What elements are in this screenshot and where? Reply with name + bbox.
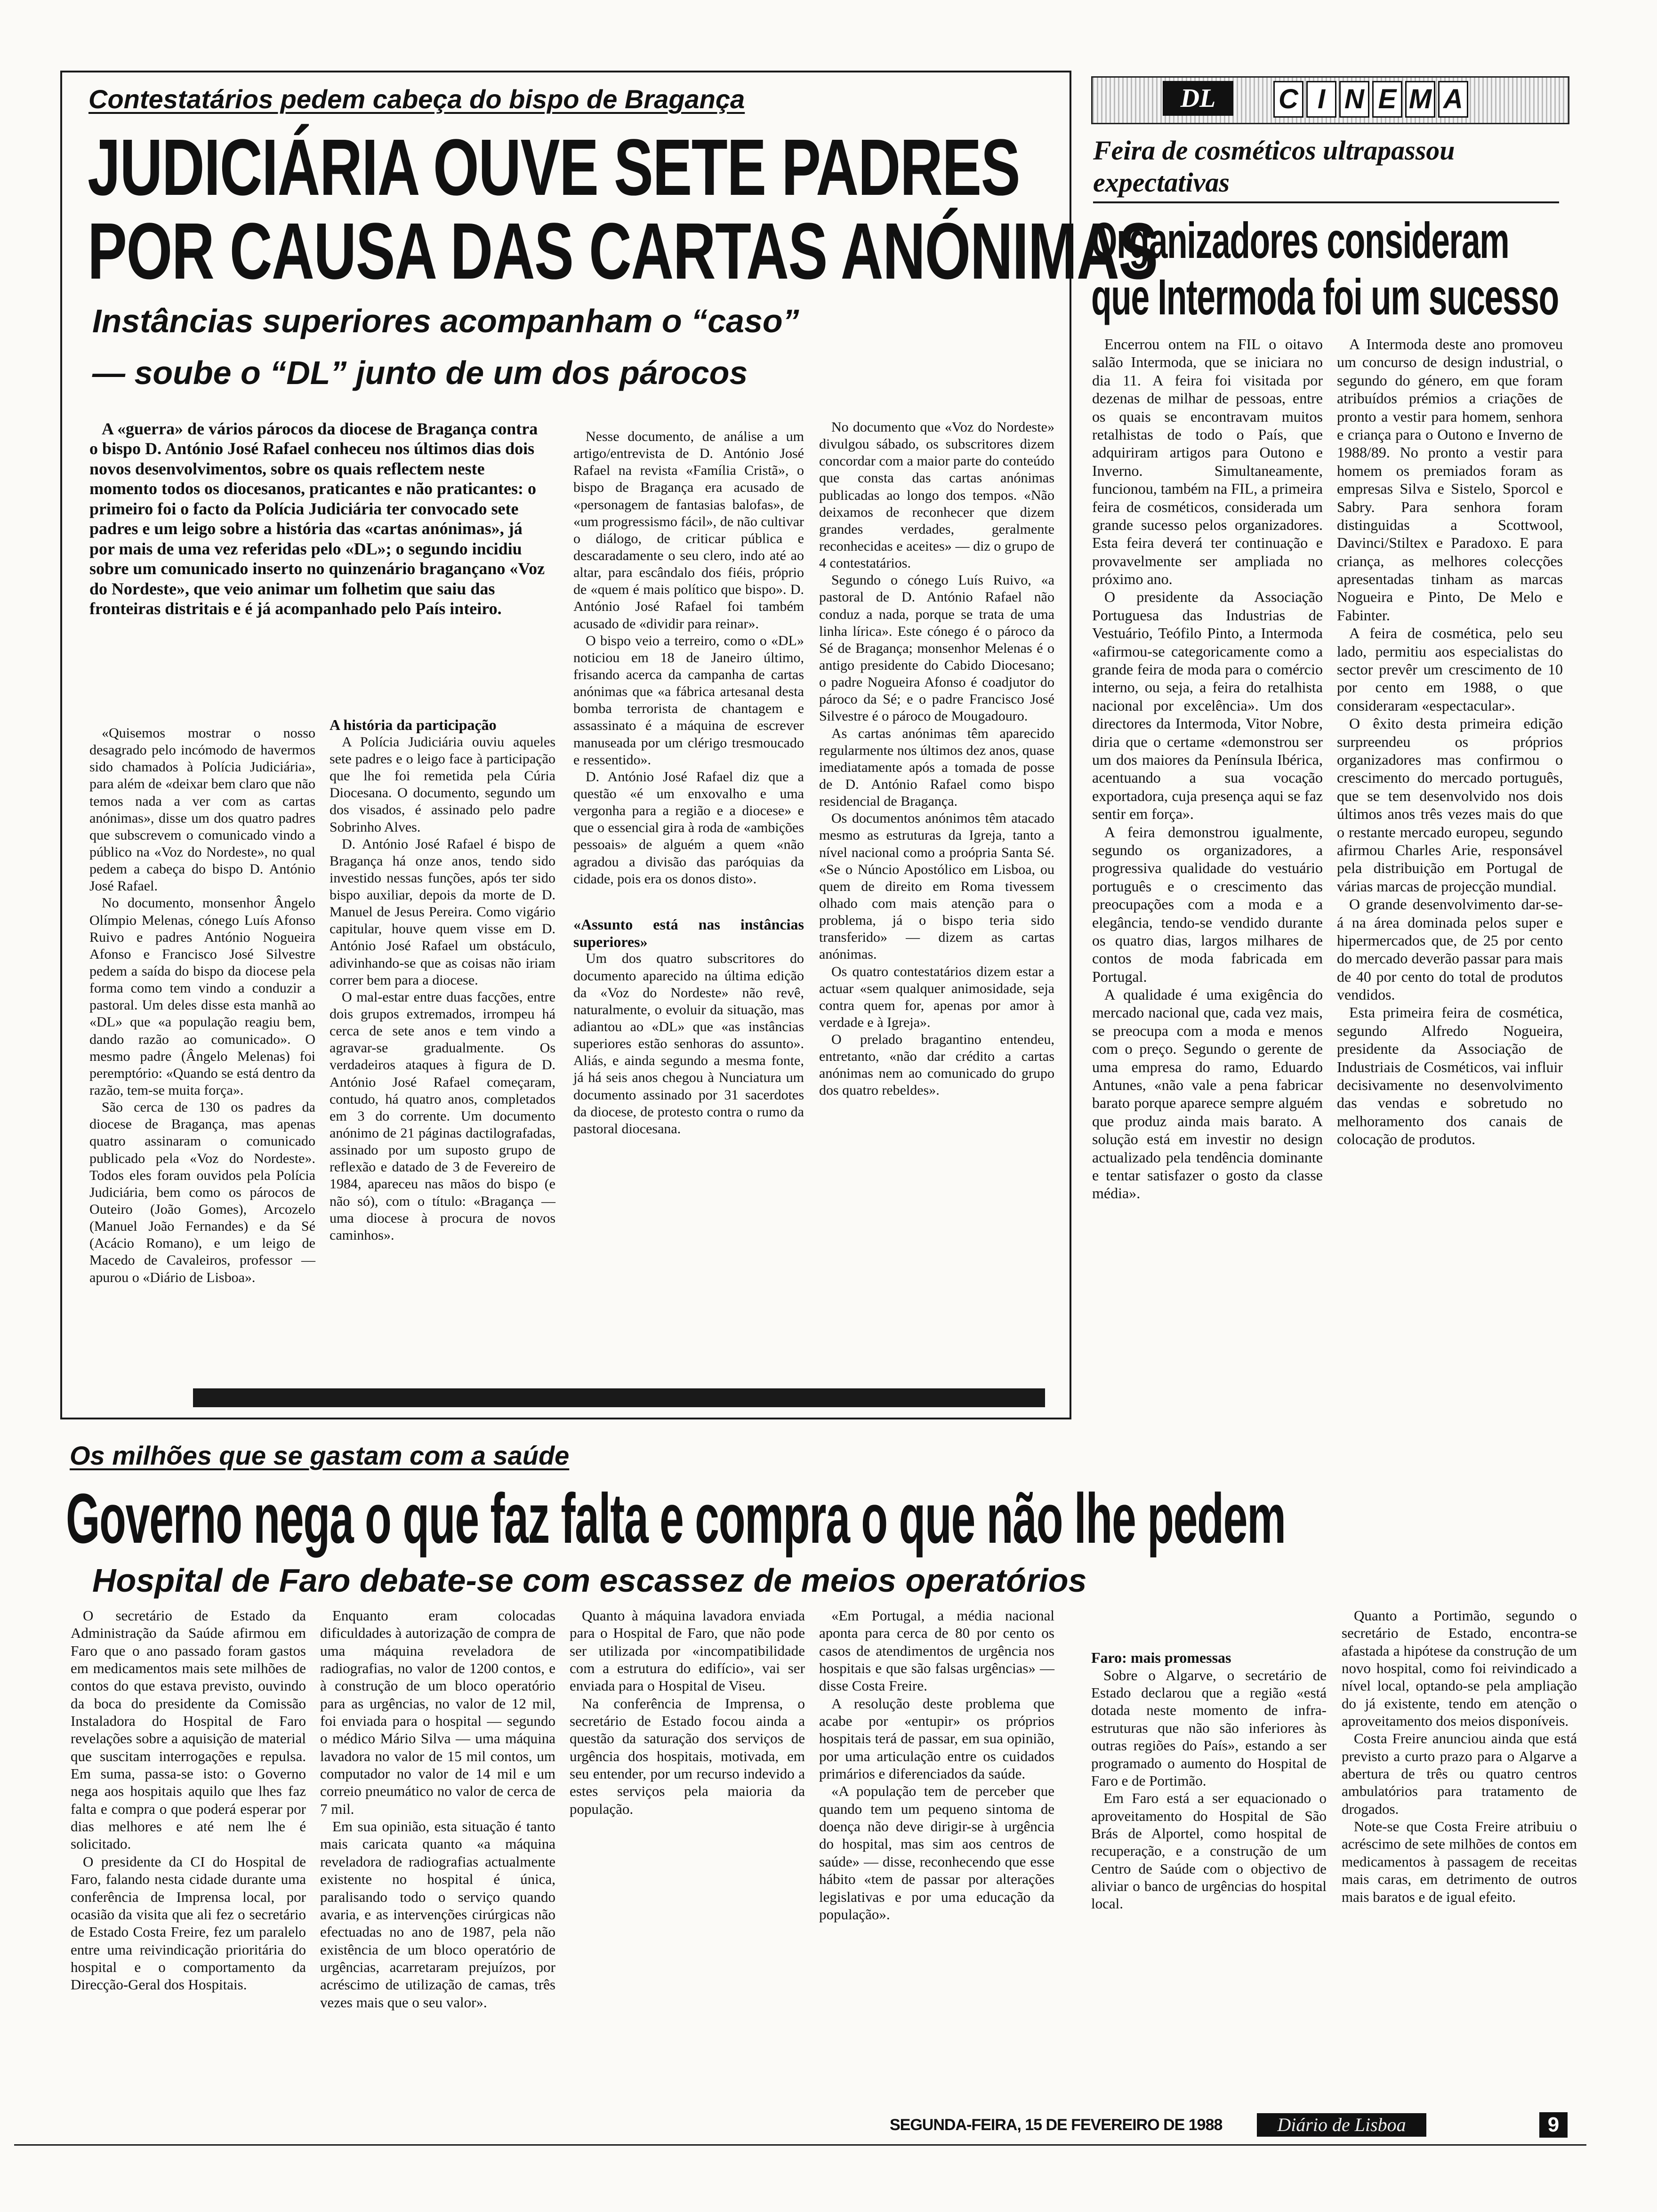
paragraph: Sobre o Algarve, o secretário de Estado declarou que a região «está dotada neste momento de infra-estruturas que não são inferiores às outras regiões do País», estando a ser programado o aumento do Hospital de Faro e de Portimão. bbox=[1091, 1667, 1327, 1789]
top-story-column-4 bbox=[819, 419, 1054, 1099]
footer-rule bbox=[14, 2144, 1586, 2146]
top-story-lead: A «guerra» de vários párocos da diocese de Bragança contra o bispo D. António José Rafael conheceu nos últimos dias dois novos desenvolvimentos, sobre os quais reflectem neste momento todos os diocesanos, praticantes e não praticantes: o primeiro foi o facto da Polícia Judiciária ter convocado sete padres e um leigo sobre a história das «cartas anónimas», já por mais de uma vez referidas pelo «DL»; o segundo incidiu sobre um comunicado inserto no quinzenário bragançano «Voz do Nordeste», que veio animar um folhetim que saiu das fronteiras distritais e é já acompanhado pelo País inteiro. bbox=[89, 419, 545, 618]
paragraph: O prelado bragantino entendeu, entretanto, «não dar crédito a cartas anónimas nem ao comunicado do grupo dos quatro rebeldes». bbox=[819, 1032, 1054, 1098]
top-story-column-2 bbox=[330, 716, 555, 1244]
paragraph: A Polícia Judiciária ouviu aqueles sete padres e o leigo face à participação que lhe foi remetida pela Cúria Diocesana. O documento, segundo um dos visados, é assinado pelo padre Sobrinho Alves. bbox=[330, 734, 555, 835]
top-story-headline-line2: POR CAUSA DAS CARTAS ANÓNIMAS bbox=[88, 207, 1158, 296]
top-story-column-1 bbox=[89, 725, 315, 1286]
top-story-deck-line2: — soube o “DL” junto de um dos párocos bbox=[92, 354, 748, 391]
paragraph: Esta primeira feira de cosmética, segundo Alfredo Nogueira, presidente da Associação de Industriais de Cosméticos, vai influir decisivamente no desenvolvimento das vendas e sobretudo no melhoramento dos canais de colocação de produtos. bbox=[1337, 1004, 1563, 1148]
cinema-kicker-line1: Feira de cosméticos ultrapassou bbox=[1093, 135, 1455, 166]
paragraph: «Em Portugal, a média nacional aponta para cerca de 80 por cento os casos de atendimentos de urgência nos hospitais e que são falsas urgências» — disse Costa Freire. bbox=[819, 1607, 1054, 1694]
paragraph: Quanto à máquina lavadora enviada para o Hospital de Faro, que não pode ser utilizada por «incompatibilidade com a estrutura do edifício», vai ser enviada para o Hospital de Viseu. bbox=[570, 1607, 805, 1694]
health-column-1 bbox=[71, 1607, 306, 1994]
page-number: 9 bbox=[1539, 2112, 1568, 2138]
paragraph: Os quatro contestatários dizem estar a actuar «sem qualquer animosidade, seja contra quem for, apenas por amor à verdade e à Igreja». bbox=[819, 963, 1054, 1030]
health-column-3 bbox=[570, 1607, 805, 1818]
health-story-deck: Hospital de Faro debate-se com escassez de meios operatórios bbox=[92, 1562, 1087, 1599]
section-letter: I bbox=[1306, 81, 1336, 118]
paragraph: «A população tem de perceber que quando tem um pequeno sintoma de doença não deve dirigir-se à urgência do hospital, mas sim aos centros de saúde» — disse, reconhecendo que esse hábito «tem de passar por alterações legislativas e por uma educação da população». bbox=[819, 1783, 1054, 1923]
paragraph: O bispo veio a terreiro, como o «DL» noticiou em 18 de Janeiro último, frisando acerca da campanha de cartas anónimas que «a fábrica artesanal desta bomba terrorista de chantagem e assassinato é a máquina de escrever manuseada por um clérigo tresmoucado e ressentido». bbox=[573, 633, 804, 768]
paragraph: Costa Freire anunciou ainda que está previsto a curto prazo para o Algarve a abertura de três ou quatro centros ambulatórios para tratamento de drogados. bbox=[1342, 1730, 1577, 1817]
paragraph: O êxito desta primeira edição surpreendeu os próprios organizadores mas confirmou o crescimento do mercado português, que se tem desenvolvido nos dois últimos anos três vezes mais do que o restante mercado europeu, segundo afirmou Charles Arie, responsável pela distribuição em Portugal de várias marcas de projecção mundial. bbox=[1337, 715, 1563, 895]
paragraph: A feira de cosmética, pelo seu lado, permitiu aos especialistas do sector prevêr um crescimento de 10 por cento em 1988, o que consideraram «espectacular». bbox=[1337, 625, 1563, 714]
subhead-historia: A história da participação bbox=[330, 716, 497, 733]
section-letter: A bbox=[1438, 81, 1468, 118]
paragraph: D. António José Rafael diz que a questão «é um enxovalho e uma vergonha para a região e a diocese» e que o essencial gira à roda de «ambições pessoais» de alguém a quem «não agradou a divisão das paróquias da cidade, pois era os donos disto». bbox=[573, 769, 804, 887]
health-column-4 bbox=[819, 1607, 1054, 1923]
paragraph: Na conferência de Imprensa, o secretário de Estado focou ainda a questão da saturação dos serviços de urgência dos hospitais, motivada, em seu entender, por um recurso indevido a estes serviços pela maioria da população. bbox=[570, 1695, 805, 1817]
paragraph: Nesse documento, de análise a um artigo/entrevista de D. António José Rafael na revista «Família Cristã», o bispo de Bragança era acusado de «personagem de fantasias balofas», de «um progressismo fácil», de não cultivar o diálogo, de criticar pública e descaradamente o seu clero, indo até ao altar, para escândalo dos fiéis, próprio de «quem é mais político que bispo». D. António José Rafael foi também acusado de «dividir para reinar». bbox=[573, 429, 804, 632]
health-story-kicker: Os milhões que se gastam com a saúde bbox=[70, 1441, 570, 1470]
health-column-6 bbox=[1342, 1607, 1577, 1906]
paragraph: São cerca de 130 os padres da diocese de Bragança, mas apenas quatro assinaram o comunicado publicado pela «Voz do Nordeste». Todos eles foram ouvidos pela Polícia Judiciária, bem como os párocos de Outeiro (João Gomes), Arcozelo (Manuel João Fernandes) e da Sé (Acácio Romano), e um leigo de Macedo de Cavaleiros, professor — apurou o «Diário de Lisboa». bbox=[89, 1099, 315, 1285]
paragraph: A Intermoda deste ano promoveu um concurso de design industrial, o segundo do género, em que foram atribuídos prémios a criações de pronto a vestir para homem, senhora e criança para o Outono e Inverno de 1988/89. No pronto a vestir para homem os premiados foram as empresas Silva e Sistelo, Sporcol e Sabry. Para senhora foram distinguidas a Scottwool, Davinci/Stiltex e Paradoxo. E para criança, as melhores colecções apresentadas tinham as marcas Nogueira e Pinto, De Melo e Fabinter. bbox=[1337, 336, 1563, 624]
paragraph: No documento, monsenhor Ângelo Olímpio Melenas, cónego Luís Afonso Ruivo e padres António Nogueira Afonso e Francisco José Silvestre pedem a saída do bispo da diocese pela forma como tem vindo a conduzir a pastoral. Um deles disse esta manhã ao «DL» que «a população reagiu bem, dando razão ao comunicado». O mesmo padre (Ângelo Melenas) foi peremptório: «Quando se está dentro da razão, tem-se muita força». bbox=[89, 895, 315, 1098]
paragraph: Os documentos anónimos têm atacado mesmo as estruturas da Igreja, tanto a nível nacional como a proópria Santa Sé. «Se o Núncio Apostólico em Lisboa, ou quem de direito em Roma tivessem olhado com mais atenção para o problema, já o bispo teria sido transferido» — dizem as cartas anónimas. bbox=[819, 810, 1054, 962]
top-story-headline-line1: JUDICIÁRIA OUVE SETE PADRES bbox=[88, 123, 1020, 212]
paragraph: Em Faro está a ser equacionado o aproveitamento do Hospital de São Brás de Alportel, como hospital de recuperação, e a construção de um Centro de Saúde com o objectivo de aliviar o banco de urgências do hospital local. bbox=[1091, 1790, 1327, 1912]
section-letter: E bbox=[1372, 81, 1402, 118]
paragraph: «Quisemos mostrar o nosso desagrado pelo incómodo de havermos sido chamados à Polícia Judiciária», para além de «deixar bem claro que não temos nada a ver com as cartas anónimas», disse um dos quatro padres que subscrevem o comunicado vindo a público na «Voz do Nordeste», no qual pedem a cabeça do bispo D. António José Rafael. bbox=[89, 725, 315, 894]
paragraph: D. António José Rafael é bispo de Bragança há onze anos, tendo sido investido nessas funções, após ter sido bispo auxiliar, depois da morte de D. Manuel de Jesus Pereira. Como vigário capitular, houve quem visse em D. António José Rafael um obstáculo, adivinhando-se que as coisas não iriam correr bem para a diocese. bbox=[330, 836, 555, 988]
top-story-deck-line1: Instâncias superiores acompanham o “caso” bbox=[92, 303, 799, 339]
footer-masthead: Diário de Lisboa bbox=[1257, 2113, 1426, 2137]
paragraph: Um dos quatro subscritores do documento aparecido na última edição da «Voz do Nordeste» não revê, naturalmente, o evoluir da situação, mas adiantou ao «DL» que «as instâncias superiores estão senhoras do assunto». Aliás, e ainda segundo a mesma fonte, já há seis anos chegou à Nunciatura um documento assinado por 31 sacerdotes da diocese, de protesto contra o rumo da pastoral diocesana. bbox=[573, 951, 804, 1137]
paragraph: O presidente da CI do Hospital de Faro, falando nesta cidade durante uma conferência de Imprensa local, por ocasião da visita que ali fez o secretário de Estado Costa Freire, fez um paralelo entre uma reivindicação prioritária do hospital e o comportamento da Direcção-Geral dos Hospitais. bbox=[71, 1853, 306, 1993]
paragraph: O grande desenvolvimento dar-se-á na área dominada pelos super e hipermercados que, de 25 por cento do mercado deverão passar para mais de 40 por cento do total de produtos vendidos. bbox=[1337, 896, 1563, 1003]
paragraph: A resolução deste problema que acabe por «entupir» os próprios hospitais terá de passar, em sua opinião, por uma articulação entre os cuidados primários e diferenciados da saúde. bbox=[819, 1695, 1054, 1782]
paragraph: Encerrou ontem na FIL o oitavo salão Intermoda, que se iniciara no dia 11. A feira foi visitada por dezenas de milhar de pessoas, entre os quais se encontravam muitos retalhistas de todo o País, que adquiriram artigos para Outono e Inverno. Simultaneamente, funcionou, também na FIL, a primeira feira de cosméticos, considerada um grande sucesso pelos organizadores. Esta feira deverá ter continuação e provavelmente ser ampliada no próximo ano. bbox=[1092, 336, 1323, 588]
paragraph: Note-se que Costa Freire atribuiu o acréscimo de sete milhões de contos em medicamentos à passagem de receitas mais caras, em detrimento de outros mais baratos e de igual efeito. bbox=[1342, 1818, 1577, 1905]
top-story-kicker: Contestatários pedem cabeça do bispo de Bragança bbox=[88, 84, 745, 114]
paragraph: O presidente da Associação Portuguesa das Industrias de Vestuário, Teófilo Pinto, a Intermoda «afirmou-se categoricamente como a grande feira de moda para o comércio interno, ou seja, a feira do retalhista nacional por excelência». Um dos directores da Intermoda, Vitor Nobre, diria que o certame «demonstrou ser um dos maiores da Península Ibérica, acentuando a sua vocação exportadora, cuja presença aqui se faz sentir em força». bbox=[1092, 588, 1323, 823]
paragraph: A qualidade é uma exigência do mercado nacional que, cada vez mais, se preocupa com a moda e menos com o preço. Segundo o gerente de uma empresa do ramo, Eduardo Antunes, «não vale a pena fabricar barato porque aparece sempre alguém que produz ainda mais barato. A solução está em investir no design actualizado pela tendência dominante e tentar satisfazer o gosto da classe média». bbox=[1092, 986, 1323, 1202]
paragraph: Enquanto eram colocadas dificuldades à autorização de compra de uma máquina reveladora de radiografias, no valor de 1200 contos, e à construção de um bloco operatório para as urgências, no valor de 12 mil, foi enviada para o hospital — segundo o médico Mário Silva — uma máquina lavadora no valor de 15 mil contos, um computador no valor de 14 mil e um correio pneumático no valor de cerca de 7 mil. bbox=[320, 1607, 555, 1817]
health-column-2 bbox=[320, 1607, 555, 2011]
paragraph: Quanto a Portimão, segundo o secretário de Estado, encontra-se afastada a hipótese da construção de um novo hospital, como foi reivindicado a nível local, optando-se pela ampliação do já existente, tendo em atenção o aproveitamento dos meios disponíveis. bbox=[1342, 1607, 1577, 1730]
paragraph: Em sua opinião, esta situação é tanto mais caricata quanto «a máquina reveladora de radiografias actualmente existente no hospital é única, paralisando todo o serviço quando avaria, e as intervenções cirúrgicas não efectuadas no ano de 1987, pela não existência de um bloco operatório de urgências, acarretaram prejuízos, por acréscimo de utilização de camas, três vezes mais que o seu valor». bbox=[320, 1818, 555, 2011]
health-story-headline: Governo nega o que faz falta e compra o que não lhe pedem bbox=[66, 1479, 1286, 1558]
cinema-column-2 bbox=[1337, 335, 1563, 1148]
paragraph: No documento que «Voz do Nordeste» divulgou sábado, os subscritores dizem concordar com a maior parte do conteúdo que consta das cartas anónimas publicadas ao longo dos tempos. «Não deixamos de reconhecer que dizem grandes verdades, geralmente reconhecidas e aceites» — diz o grupo de 4 contestatários. bbox=[819, 419, 1054, 571]
section-letter: C bbox=[1273, 81, 1303, 118]
paragraph: O secretário de Estado da Administração da Saúde afirmou em Faro que o ano passado foram gastos em medicamentos mais sete milhões de contos do que estava previsto, ouvindo da boca do presidente da Comissão Instaladora do Hospital de Faro revelações sobre a aquisição de material que suscitam interrogações e repulsa. Em suma, passa-se isto: o Governo nega aos hospitais aquilo que lhes faz falta e compra o que poderá esperar por dias melhores e até nem lhe é solicitado. bbox=[71, 1607, 306, 1852]
subhead-assunto: «Assunto está nas instâncias superiores» bbox=[573, 915, 804, 950]
top-story-column-3 bbox=[573, 428, 804, 1138]
top-story-bottom-bar bbox=[193, 1388, 1045, 1407]
cinema-headline-line1: Organizadores consideram bbox=[1091, 212, 1509, 269]
paragraph: Segundo o cónego Luís Ruivo, «a pastoral de D. António Rafael não conduz a nada, porque se trata de uma linha lírica». Este cónego é o pároco da Sé de Bragança; monsenhor Melenas é o antigo presidente do Cabido Diocesano; o padre Nogueira Afonso é coadjutor do pároco da Sé; e o padre Francisco José Silvestre é o pároco de Mougadouro. bbox=[819, 572, 1054, 724]
health-column-5 bbox=[1091, 1607, 1327, 1913]
section-letter: M bbox=[1405, 81, 1435, 118]
paragraph: O mal-estar entre duas facções, entre dois grupos extremados, irrompeu há cerca de sete anos e tem vindo a agravar-se gradualmente. Os verdadeiros ataques à figura de D. António José Rafael começaram, contudo, há quatro anos, completados em 3 do corrente. Um documento anónimo de 21 páginas dactilografadas, assinado por um suposto grupo de reflexão e datado de 3 de Fevereiro de 1984, apareceu nas mãos do bispo (e não só), com o título: «Bragança — uma diocese à procura de novos caminhos». bbox=[330, 989, 555, 1243]
dl-section-logo: DL bbox=[1163, 81, 1233, 116]
cinema-headline-line2: que Intermoda foi um sucesso bbox=[1091, 268, 1559, 325]
cinema-kicker-line2: expectativas bbox=[1093, 167, 1230, 198]
footer-date: SEGUNDA-FEIRA, 15 DE FEVEREIRO DE 1988 bbox=[890, 2116, 1223, 2134]
section-letter: N bbox=[1339, 81, 1369, 118]
cinema-column-1 bbox=[1092, 335, 1323, 1202]
paragraph: A feira demonstrou igualmente, segundo os organizadores, a progressiva qualidade do vestuário português e o crescimento das preocupações com a moda e a elegância, tendo-se vendido durante os quatro dias, largos milhares de contos de moda fabricada em Portugal. bbox=[1092, 823, 1323, 985]
cinema-kicker-rule bbox=[1093, 201, 1559, 203]
paragraph: As cartas anónimas têm aparecido regularmente nos últimos dez anos, quase imediatamente após a tomada de posse de D. António Rafael como bispo residencial de Bragança. bbox=[819, 725, 1054, 809]
subhead-faro: Faro: mais promessas bbox=[1091, 1649, 1231, 1666]
